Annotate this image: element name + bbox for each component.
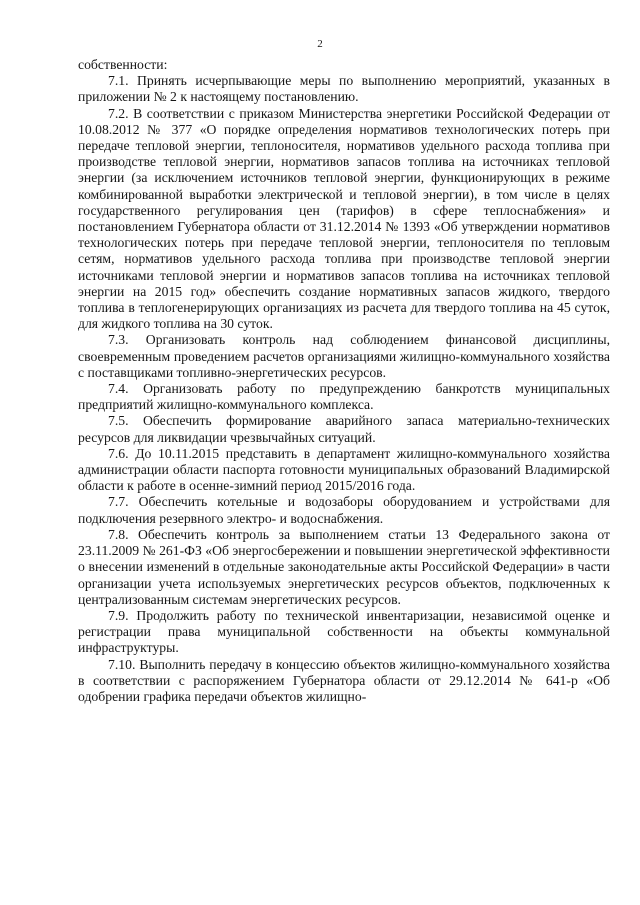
paragraph-7-3: 7.3. Организовать контроль над соблюдением финансовой дисциплины, своевременным проведением расчетов организациями жилищно-коммунального хозяйства с поставщиками топливно-энергетических ресурсов. xyxy=(78,332,610,380)
paragraph-7-10: 7.10. Выполнить передачу в концессию объектов жилищно-коммунального хозяйства в соответствии с распоряжением Губернатора области от 29.12.2014 № 641-р «Об одобрении графика передачи объектов жилищно- xyxy=(78,656,610,704)
paragraph-7-7: 7.7. Обеспечить котельные и водозаборы оборудованием и устройствами для подключения резервного электро- и водоснабжения. xyxy=(78,494,610,526)
page-number: 2 xyxy=(317,38,323,50)
document-body xyxy=(78,57,610,705)
paragraph-7-8: 7.8. Обеспечить контроль за выполнением статьи 13 Федерального закона от 23.11.2009 № 261-ФЗ «Об энергосбережении и повышении энергетической эффективности о внесении изменений в отдельные законодательные акты Российской Федерации» в части организации учета используемых энергетических ресурсов объектов, подключенных к централизованным системам энергетических ресурсов. xyxy=(78,526,610,607)
paragraph-7-1: 7.1. Принять исчерпывающие меры по выполнению мероприятий, указанных в приложении № 2 к настоящему постановлению. xyxy=(78,73,610,105)
paragraph-continuation: собственности: xyxy=(78,57,168,72)
paragraph-7-2: 7.2. В соответствии с приказом Министерства энергетики Российской Федерации от 10.08.2012 № 377 «О порядке определения нормативов технологических потерь при передаче тепловой энергии, теплоносителя, нормативов удельного расхода топлива при производстве тепловой энергии, нормативов запасов топлива на источниках тепловой энергии (за исключением источников тепловой энергии, функционирующих в режиме комбинированной выработки электрической и тепловой энергии), в том числе в целях государственного регулирования цен (тарифов) в сфере теплоснабжения» и постановлением Губернатора области от 31.12.2014 № 1393 «Об утверждении нормативов технологических потерь при передаче тепловой энергии, теплоносителя по тепловым сетям, нормативов удельного расхода топлива при производстве тепловой энергии источниками тепловой энергии и нормативов запасов топлива на источниках тепловой энергии на 2015 год» обеспечить создание нормативных запасов жидкого, твердого топлива в теплогенерирующих организациях из расчета для твердого топлива на 45 суток, для жидкого топлива на 30 суток. xyxy=(78,105,610,332)
paragraph-7-5: 7.5. Обеспечить формирование аварийного запаса материально-технических ресурсов для ликвидации чрезвычайных ситуаций. xyxy=(78,413,610,445)
paragraph-7-4: 7.4. Организовать работу по предупреждению банкротств муниципальных предприятий жилищно-коммунального комплекса. xyxy=(78,381,610,413)
paragraph-7-6: 7.6. До 10.11.2015 представить в департамент жилищно-коммунального хозяйства администрации области паспорта готовности муниципальных образований Владимирской области к работе в осенне-зимний период 2015/2016 года. xyxy=(78,445,610,494)
paragraph-7-9: 7.9. Продолжить работу по технической инвентаризации, независимой оценке и регистрации права муниципальной собственности на объекты коммунальной инфраструктуры. xyxy=(78,607,610,656)
